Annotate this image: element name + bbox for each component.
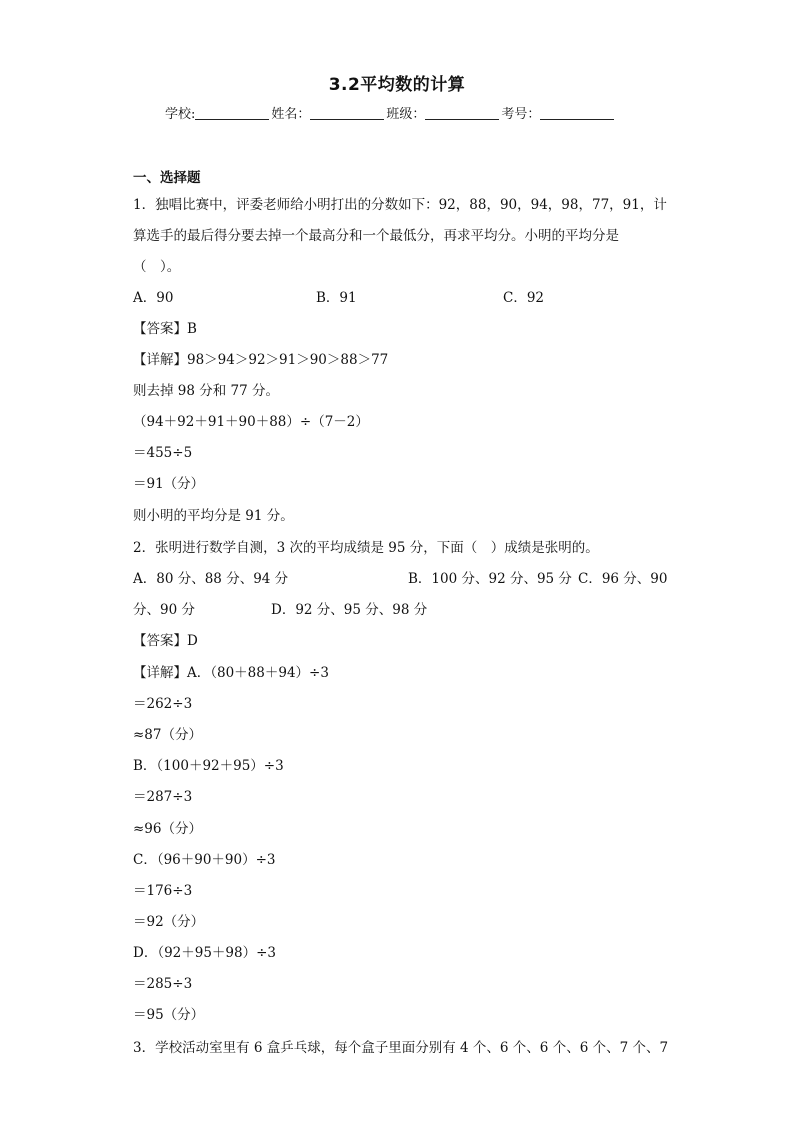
- class-blank[interactable]: [425, 106, 499, 120]
- q2-detail-line: ＝285÷3: [133, 976, 193, 992]
- q2-detail-line: ＝176÷3: [133, 883, 193, 899]
- q1-detail-line: 则去掉 98 分和 77 分。: [133, 383, 280, 399]
- q1-option-c: C．92: [503, 290, 545, 306]
- q1-option-a: A．90: [133, 290, 174, 306]
- q2-stem-line1: 2．张明进行数学自测，3 次的平均成绩是 95 分，下面（ ）成绩是张明的。: [133, 540, 599, 556]
- q1-detail-line: ＝91（分）: [133, 476, 205, 492]
- q2-detail-line: ≈96（分）: [133, 821, 202, 837]
- q1-option-b: B．91: [316, 290, 357, 306]
- class-label: 班级：: [386, 107, 426, 122]
- number-blank[interactable]: [540, 106, 614, 120]
- q2-detail-line: ＝287÷3: [133, 789, 193, 805]
- q1-detail-line: 【详解】98＞94＞92＞91＞90＞88＞77: [133, 352, 389, 368]
- q1-answer: 【答案】B: [133, 321, 197, 337]
- page-title: 3.2平均数的计算: [328, 75, 466, 95]
- q2-option-d: D．92 分、95 分、98 分: [271, 602, 428, 618]
- q2-answer: 【答案】D: [133, 633, 198, 649]
- q2-option-c-cont: 分、90 分: [133, 602, 195, 618]
- q1-detail-line: 则小明的平均分是 91 分。: [133, 508, 294, 524]
- q2-detail-line: B．（100＋92＋95）÷3: [133, 758, 284, 774]
- q2-detail-line: ≈87（分）: [133, 727, 202, 743]
- q1-stem-line1: 1．独唱比赛中，评委老师给小明打出的分数如下：92，88，90，94，98，77，91，计: [133, 197, 667, 213]
- q1-detail-line: ＝455÷5: [133, 445, 193, 461]
- q2-detail-line: ＝95（分）: [133, 1007, 205, 1023]
- q1-stem-line2: 算选手的最后得分要去掉一个最高分和一个最低分，再求平均分。小明的平均分是: [133, 228, 619, 244]
- q2-detail-line: 【详解】A．（80＋88＋94）÷3: [133, 665, 329, 681]
- q2-option-a: A．80 分、88 分、94 分: [133, 571, 289, 587]
- section-heading: 一、选择题: [133, 170, 201, 186]
- q1-stem-line3: （ ）。: [133, 259, 181, 275]
- school-label: 学校:: [165, 107, 196, 122]
- number-label: 考号：: [501, 107, 541, 122]
- q1-detail-line: （94＋92＋91＋90＋88）÷（7－2）: [133, 414, 369, 430]
- q2-detail-line: ＝92（分）: [133, 914, 205, 930]
- q2-detail-line: C．（96＋90＋90）÷3: [133, 852, 276, 868]
- q2-option-b: B．100 分、92 分、95 分: [408, 571, 572, 587]
- q2-detail-line: D．（92＋95＋98）÷3: [133, 945, 277, 961]
- name-label: 姓名：: [271, 107, 311, 122]
- school-blank[interactable]: [195, 106, 269, 120]
- q2-option-c: C．96 分、90: [578, 571, 668, 587]
- q2-detail-line: ＝262÷3: [133, 696, 193, 712]
- q3-stem-line1: 3．学校活动室里有 6 盒乒乓球，每个盒子里面分别有 4 个、6 个、6 个、6 个、7 个、7: [133, 1040, 669, 1056]
- name-blank[interactable]: [310, 106, 384, 120]
- student-info-row: [165, 103, 616, 122]
